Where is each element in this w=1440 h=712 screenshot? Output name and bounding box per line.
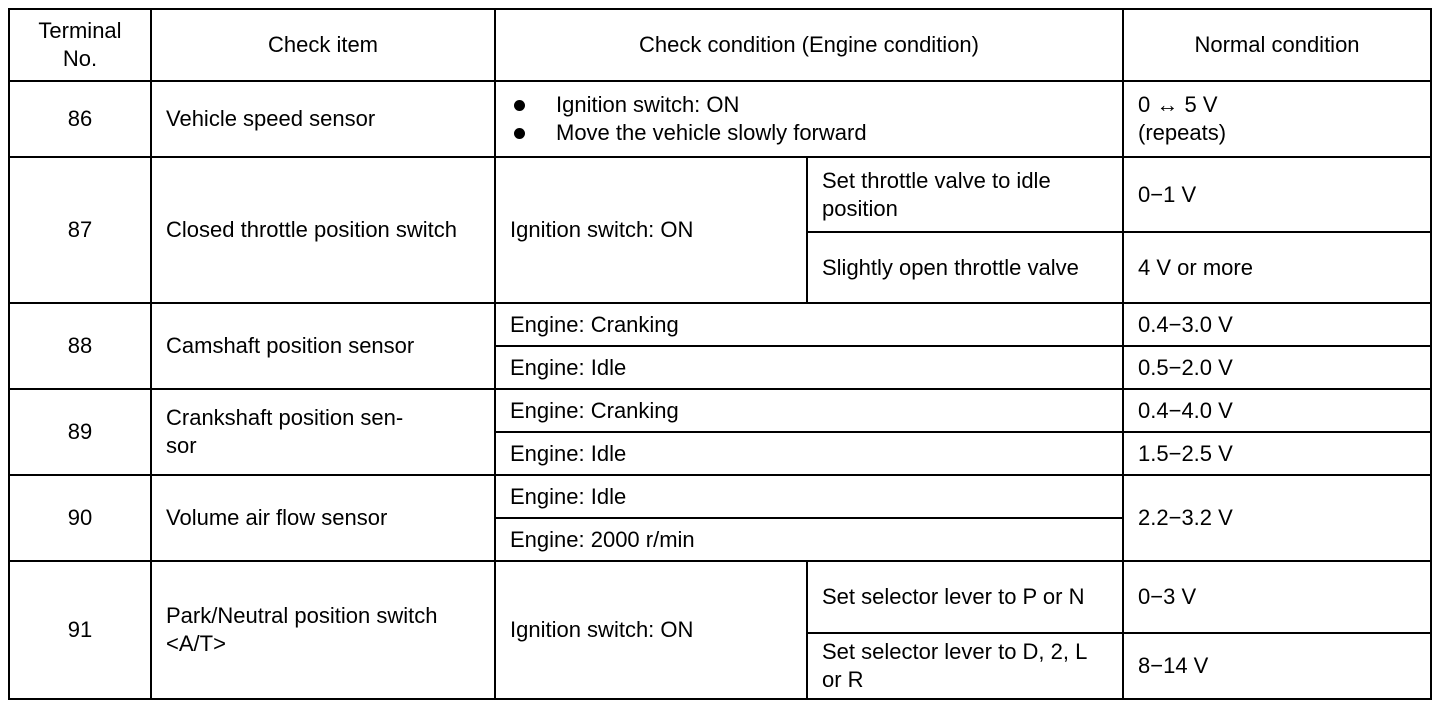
check-item: Vehicle speed sensor [151,81,495,157]
condition-bullet-item: Ignition switch: ON [510,91,1108,119]
ecm-terminal-table-sheet [8,8,1432,700]
check-item: Volume air flow sensor [151,475,495,561]
header-row [9,9,1431,81]
check-condition: Engine: Idle [495,432,1123,475]
sub-condition: Set selector lever to P or N [807,561,1123,633]
check-condition [495,81,1123,157]
normal-condition: 0−1 V [1123,157,1431,232]
normal-condition: 4 V or more [1123,232,1431,303]
terminal-number: 89 [9,389,151,475]
check-condition: Ignition switch: ON [495,157,807,303]
normal-condition: 0−3 V [1123,561,1431,633]
terminal-number: 87 [9,157,151,303]
normal-condition: 0.5−2.0 V [1123,346,1431,389]
normal-condition: 1.5−2.5 V [1123,432,1431,475]
header-normal-condition: Normal condition [1123,9,1431,81]
sub-condition: Set selector lever to D, 2, L or R [807,633,1123,699]
check-condition: Ignition switch: ON [495,561,807,699]
terminal-number: 91 [9,561,151,699]
condition-bullet-item: Move the vehicle slowly forward [510,119,1108,147]
check-condition: Engine: Idle [495,475,1123,518]
check-item: Crankshaft position sen- sor [151,389,495,475]
normal-condition: 0.4−3.0 V [1123,303,1431,346]
ecm-terminal-table [8,8,1432,700]
table-row-89 [9,389,1431,432]
header-terminal-no: Terminal No. [9,9,151,81]
normal-condition: 0 ↔ 5 V (repeats) [1123,81,1431,157]
table-row-88 [9,303,1431,346]
check-condition: Engine: Idle [495,346,1123,389]
terminal-number: 86 [9,81,151,157]
sub-condition: Slightly open throttle valve [807,232,1123,303]
check-condition: Engine: Cranking [495,303,1123,346]
terminal-number: 88 [9,303,151,389]
normal-condition: 2.2−3.2 V [1123,475,1431,561]
check-item: Camshaft position sensor [151,303,495,389]
normal-condition: 0.4−4.0 V [1123,389,1431,432]
terminal-number: 90 [9,475,151,561]
table-row-91 [9,561,1431,633]
normal-condition: 8−14 V [1123,633,1431,699]
table-row-87 [9,157,1431,232]
header-check-item: Check item [151,9,495,81]
check-condition: Engine: 2000 r/min [495,518,1123,561]
check-item: Closed throttle position switch [151,157,495,303]
header-check-condition: Check condition (Engine condition) [495,9,1123,81]
check-item: Park/Neutral position switch <A/T> [151,561,495,699]
table-row-90 [9,475,1431,518]
check-condition: Engine: Cranking [495,389,1123,432]
table-row-86 [9,81,1431,157]
sub-condition: Set throttle valve to idle position [807,157,1123,232]
